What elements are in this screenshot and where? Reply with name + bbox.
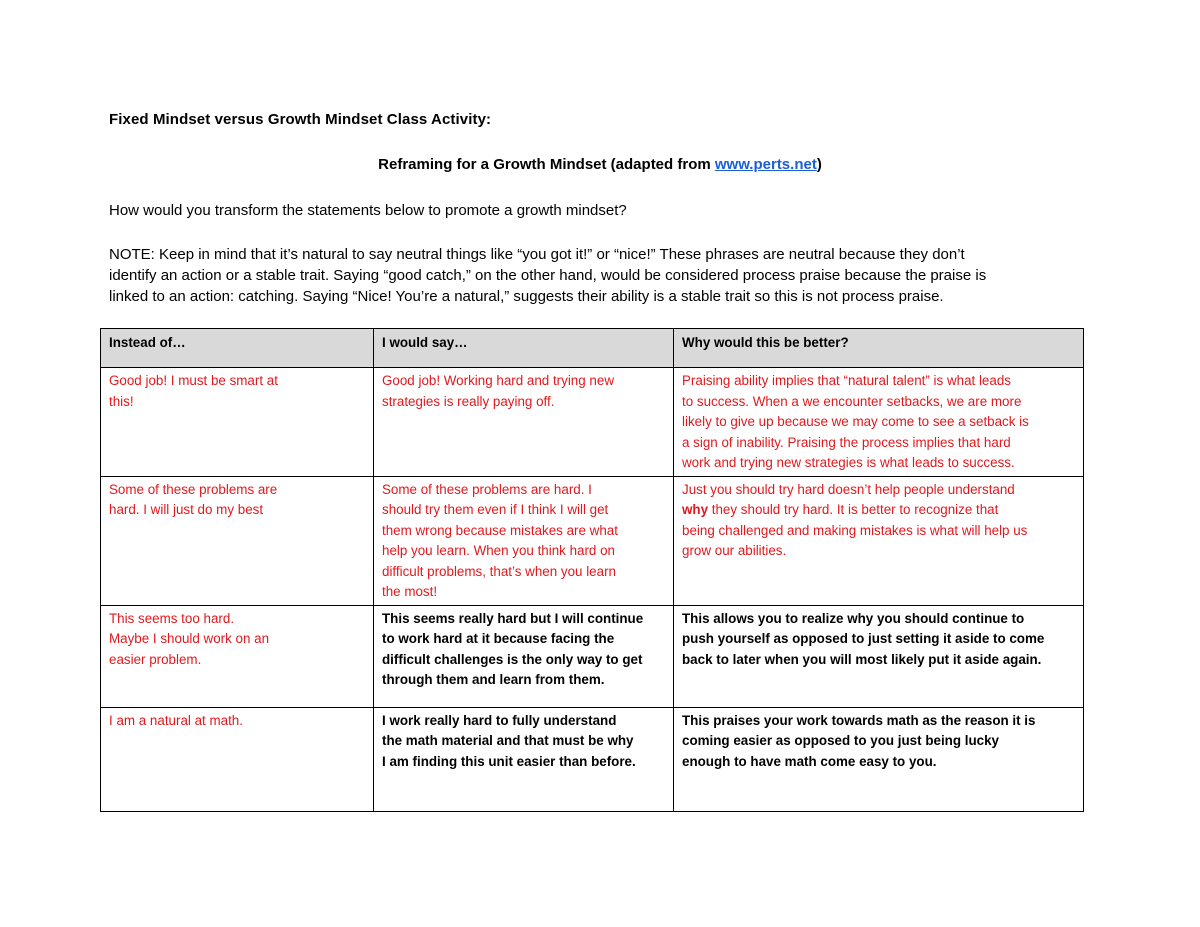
table-cell — [101, 707, 374, 811]
cell-line: easier problem. — [109, 651, 202, 667]
subtitle-suffix: ) — [816, 156, 822, 173]
table-cell — [374, 476, 674, 605]
reframing-table — [100, 328, 1084, 812]
cell-line: difficult problems, that’s when you learn — [382, 563, 616, 579]
cell-line: to success. When a we encounter setbacks, we are more — [682, 393, 1022, 409]
table-row — [101, 605, 1084, 707]
cell-line: This seems really hard but I will continue — [382, 610, 644, 626]
cell-line — [682, 500, 1075, 521]
document-title: Fixed Mindset versus Growth Mindset Class Activity: — [109, 111, 492, 128]
cell-line: Good job! Working hard and trying new — [382, 373, 614, 388]
cell-line: help you learn. When you think hard on — [382, 543, 615, 558]
cell-line: back to later when you will most likely put it aside again. — [682, 651, 1042, 667]
table-header-row — [101, 329, 1084, 368]
cell-line: work and trying new strategies is what leads to success. — [682, 455, 1015, 470]
table-row — [101, 476, 1084, 605]
cell-line: This seems too hard. — [109, 610, 235, 626]
table-cell — [674, 707, 1084, 811]
cell-line: I am a natural at math. — [109, 712, 243, 728]
cell-line: This praises your work towards math as the reason it is — [682, 712, 1036, 728]
table-cell — [674, 368, 1084, 477]
note-line: NOTE: Keep in mind that it’s natural to say neutral things like “you got it!” or “nice!” These phrases are neutral because they don’t — [109, 246, 965, 263]
table-row — [101, 368, 1084, 477]
cell-line: Just you should try hard doesn’t help people understand — [682, 481, 1015, 497]
header-i-would-say: I would say… — [374, 329, 674, 368]
cell-line: difficult challenges is the only way to get — [382, 651, 643, 667]
header-instead-of: Instead of… — [101, 329, 374, 368]
subtitle-prefix: Reframing for a Growth Mindset (adapted from — [378, 156, 715, 173]
cell-line: Good job! I must be smart at — [109, 373, 278, 388]
table-cell — [101, 605, 374, 707]
table-cell — [101, 368, 374, 477]
cell-line: Maybe I should work on an — [109, 631, 270, 646]
table-cell — [374, 368, 674, 477]
cell-line: I work really hard to fully understand — [382, 712, 617, 728]
cell-line: the math material and that must be why — [382, 733, 634, 748]
table-cell — [101, 476, 374, 605]
table-cell — [674, 476, 1084, 605]
cell-line: This allows you to realize why you should continue to — [682, 610, 1025, 626]
cell-line: strategies is really paying off. — [382, 393, 555, 409]
cell-line: being challenged and making mistakes is what will help us — [682, 522, 1028, 538]
table-cell — [374, 605, 674, 707]
table-cell — [374, 707, 674, 811]
header-why-better: Why would this be better? — [674, 329, 1084, 368]
table-row — [101, 707, 1084, 811]
cell-line: grow our abilities. — [682, 543, 787, 558]
cell-line: to work hard at it because facing the — [382, 631, 615, 646]
cell-line: Some of these problems are — [109, 481, 278, 497]
cell-line: push yourself as opposed to just setting it aside to come — [682, 631, 1045, 646]
cell-line: should try them even if I think I will get — [382, 502, 609, 517]
instruction-question: How would you transform the statements below to promote a growth mindset? — [109, 202, 627, 219]
cell-line: through them and learn from them. — [382, 672, 605, 687]
cell-text: they should try hard. It is better to recognize that — [708, 502, 999, 517]
cell-line: Some of these problems are hard. I — [382, 481, 592, 497]
cell-line: likely to give up because we may come to see a setback is — [682, 414, 1029, 429]
cell-line: I am finding this unit easier than before. — [382, 753, 636, 769]
cell-line: the most! — [382, 584, 438, 599]
emphasis-text: why — [682, 502, 709, 517]
cell-line: this! — [109, 393, 134, 409]
perts-link[interactable]: www.perts.net — [714, 156, 817, 173]
cell-line: a sign of inability. Praising the process implies that hard — [682, 434, 1011, 450]
cell-line: Praising ability implies that “natural talent” is what leads — [682, 373, 1011, 388]
table-cell — [674, 605, 1084, 707]
cell-line: enough to have math come easy to you. — [682, 753, 937, 769]
note-line: identify an action or a stable trait. Saying “good catch,” on the other hand, would be considered process praise because the praise is — [109, 267, 987, 284]
cell-line: them wrong because mistakes are what — [382, 522, 618, 538]
note-paragraph — [109, 244, 1089, 307]
cell-line: coming easier as opposed to you just being lucky — [682, 733, 999, 748]
cell-line: hard. I will just do my best — [109, 502, 264, 517]
note-line: linked to an action: catching. Saying “Nice! You’re a natural,” suggests their ability is a stable trait so this is not process praise. — [109, 288, 944, 305]
document-subtitle — [0, 156, 1200, 173]
